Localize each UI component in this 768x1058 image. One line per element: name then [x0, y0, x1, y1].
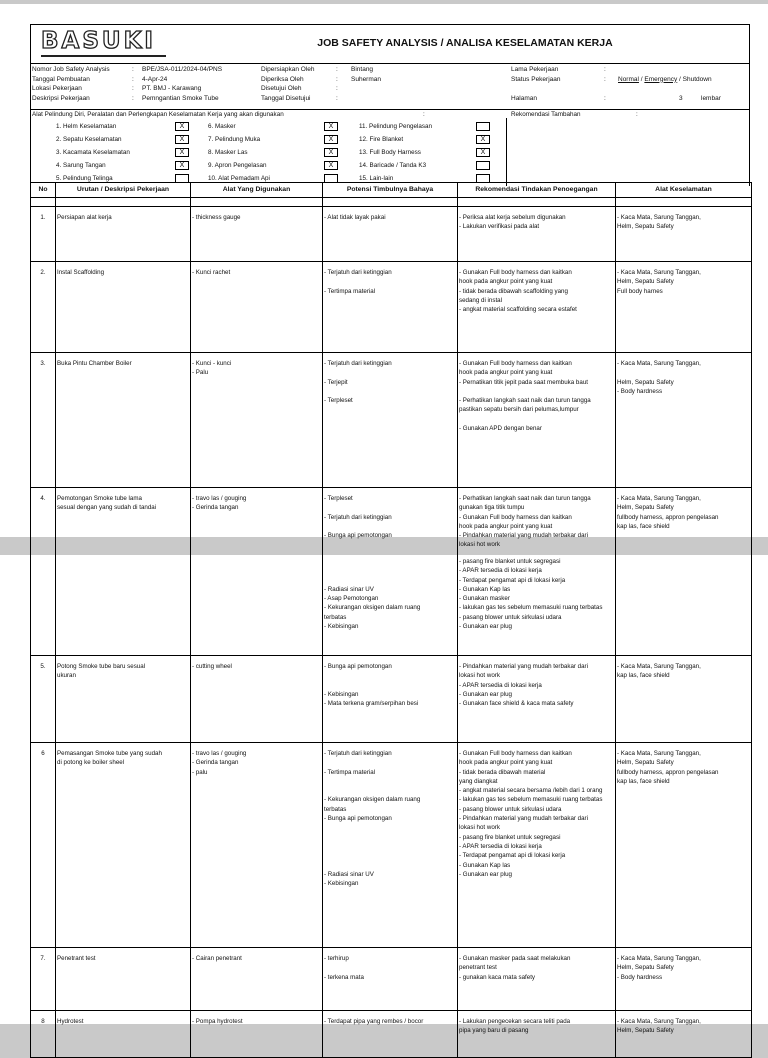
- safety-equipment-cell: [616, 353, 752, 488]
- info-label: Tanggal Pembuatan: [32, 75, 90, 83]
- cell-line: [324, 861, 457, 870]
- row-number: 5.: [31, 656, 56, 743]
- safety-equipment-cell: [616, 656, 752, 743]
- hazards-cell: [323, 1011, 458, 1058]
- ppe-checkbox: X: [175, 135, 189, 144]
- ppe-item: 14. Baricade / Tanda K3: [359, 162, 427, 169]
- ppe-item: 8. Masker Las: [208, 149, 248, 156]
- cell-line: [324, 277, 457, 286]
- cell-line: - tidak berada dibawah scaffolding yang: [459, 287, 568, 295]
- recommendations-cell: [458, 207, 616, 262]
- safety-equipment-cell: [616, 555, 752, 656]
- cell-line: - travo las / gouging: [192, 750, 247, 757]
- cell-line: - Body hardness: [617, 973, 663, 981]
- cell-line: - Periksa alat kerja sebelum digunakan: [459, 214, 566, 221]
- cell-line: [324, 842, 457, 851]
- cell-line: pastikan sepatu bersih dari pelumas,lumpur: [459, 406, 579, 414]
- logo-underline: [41, 55, 166, 57]
- cell-line: Potong Smoke tube baru sesual: [57, 663, 146, 670]
- ppe-checkbox: [476, 161, 490, 170]
- cell-line: - Gunakan ear plug: [459, 690, 512, 698]
- recommendations-cell: [458, 262, 616, 353]
- cell-line: Instal Scaffolding: [57, 269, 105, 276]
- hazards-cell: [323, 555, 458, 656]
- table-row: [31, 743, 752, 948]
- info-label: Lama Pekerjaan: [511, 66, 559, 73]
- cell-line: - Pompa hydrotest: [192, 1018, 243, 1025]
- cell-line: - lakukan gas tes sebelum memasuki ruang terbatas: [459, 604, 603, 612]
- ppe-title: Alat Pelindung Diri, Peralatan dan Perlengkapan Keselamatan Kerja yang akan digunakan: [32, 111, 284, 118]
- cell-line: - Gunakan ear plug: [459, 870, 512, 878]
- cell-line: - APAR tersedia di lokasi kerja: [459, 567, 542, 575]
- cell-line: - pasang fire blanket untuk segregasi: [459, 558, 561, 565]
- row-number: 6: [31, 743, 56, 948]
- cell-line: - terkena mata: [324, 973, 364, 981]
- ppe-checkbox: X: [476, 148, 490, 157]
- ppe-checkbox: X: [324, 161, 338, 170]
- jsa-number: BPE/JSA-011/2024-04/PNS: [142, 66, 223, 73]
- jsa-table-page-2: [30, 555, 752, 1058]
- company-logo: BASUKI: [41, 28, 156, 54]
- cell-line: Helm, Sepatu Safety: [617, 1027, 674, 1035]
- cell-line: - pasang fire blanket untuk segregasi: [459, 833, 561, 841]
- cell-line: Hydrotest: [57, 1018, 84, 1025]
- hazards-cell: [323, 353, 458, 488]
- cell-line: Persiapan alat kerja: [57, 214, 112, 221]
- ppe-checkbox: X: [324, 122, 338, 131]
- cell-line: - Gunakan masker pada saat melakukan: [459, 955, 571, 962]
- cell-line: - Kunci - kunci: [192, 360, 232, 367]
- task-cell: [56, 948, 191, 1011]
- cell-line: [324, 758, 457, 767]
- cell-line: - Bunga api pemotongan: [324, 532, 392, 540]
- table-row: [31, 948, 752, 1011]
- task-cell: [56, 207, 191, 262]
- table-row: [31, 353, 752, 488]
- table-header-row: [31, 183, 752, 198]
- info-colon: :: [132, 75, 134, 83]
- tools-cell: [191, 207, 323, 262]
- cell-line: - angkat material secara bersama /lebih dari 1 orang: [459, 787, 603, 795]
- cell-line: - Kaca Mata, Sarung Tanggan,: [617, 955, 701, 962]
- document-title: JOB SAFETY ANALYSIS / ANALISA KESELAMATAN KERJA: [317, 37, 613, 49]
- cell-line: - APAR tersedia di lokasi kerja: [459, 681, 542, 689]
- cell-line: - palu: [192, 768, 208, 776]
- info-colon: :: [604, 75, 606, 83]
- info-label: Diperiksa Oleh: [261, 75, 304, 83]
- cell-line: [324, 833, 457, 842]
- info-colon: :: [336, 85, 338, 92]
- cell-line: hook pada angkur point yang kuat: [459, 759, 553, 767]
- cell-line: Helm, Sepatu Safety: [617, 504, 674, 512]
- hazards-cell: [323, 656, 458, 743]
- status-emergency: Emergency: [644, 75, 678, 83]
- ppe-checkbox: X: [324, 135, 338, 144]
- cell-line: - Perhatikan langkah saat naik dan turun tangga: [459, 397, 591, 405]
- recommendations-cell: [458, 488, 616, 565]
- cell-line: - Perhatikan langkah saat naik dan turun tangga: [459, 495, 591, 502]
- jsa-table-page-1: [30, 182, 752, 565]
- cell-line: [324, 786, 457, 795]
- ppe-item: 7. Pelindung Muka: [208, 136, 261, 143]
- cell-line: lokasi hot work: [459, 824, 500, 832]
- info-label: Halaman: [511, 94, 538, 102]
- cell-line: - Pindahkan material yang mudah terbakar dari: [459, 815, 588, 823]
- info-colon: :: [336, 66, 338, 73]
- cell-line: - Terjatuh dari ketinggian: [324, 513, 392, 521]
- info-colon: :: [604, 66, 606, 73]
- ppe-checkbox: X: [476, 135, 490, 144]
- task-cell: [56, 743, 191, 948]
- cell-line: terbatas: [324, 613, 347, 621]
- cell-line: - Kaca Mata, Sarung Tanggan,: [617, 1018, 701, 1025]
- cell-line: - cutting wheel: [192, 663, 232, 670]
- ppe-checkbox: X: [175, 148, 189, 157]
- cell-line: Helm, Sepatu Safety: [617, 278, 674, 286]
- cell-line: [324, 576, 457, 585]
- col-header-safety-equipment: Alat Keselamatan: [616, 183, 752, 198]
- cell-line: Helm, Sepatu Safety: [617, 759, 674, 767]
- sheet-unit: lembar: [701, 94, 721, 102]
- info-colon: :: [336, 75, 338, 83]
- task-cell: [56, 353, 191, 488]
- status-separator: /: [638, 75, 645, 83]
- cell-line: sedang di instal: [459, 296, 502, 304]
- cell-line: [324, 823, 457, 832]
- work-location: PT. BMJ - Karawang: [142, 85, 202, 92]
- cell-line: [324, 681, 457, 690]
- ppe-checkbox: [476, 122, 490, 131]
- ppe-item: 15. Lain-lain: [359, 175, 394, 182]
- jsa-page-2: [0, 555, 768, 1035]
- safety-equipment-cell: [616, 1011, 752, 1058]
- cell-line: fullbody harness, appron pengelasan: [617, 768, 719, 776]
- cell-line: - Terdapat pengamat api di lokasi kerja: [459, 852, 566, 860]
- table-body-page-2: [31, 555, 752, 1058]
- cell-line: - thickness gauge: [192, 214, 241, 221]
- safety-equipment-cell: [616, 262, 752, 353]
- cell-line: - Kebisingan: [324, 880, 359, 888]
- cell-line: - Kunci rachet: [192, 269, 231, 276]
- tools-cell: [191, 656, 323, 743]
- ppe-item: 9. Apron Pengelasan: [208, 162, 267, 169]
- cell-line: Helm, Sepatu Safety: [617, 378, 674, 386]
- table-row: [31, 262, 752, 353]
- cell-line: - Kekurangan oksigen dalam ruang: [324, 796, 421, 804]
- cell-line: - Palu: [192, 369, 209, 377]
- safety-equipment-cell: [616, 488, 752, 565]
- ppe-item: 6. Masker: [208, 123, 236, 130]
- cell-line: [324, 777, 457, 786]
- info-right: [511, 65, 721, 103]
- table-row: [31, 488, 752, 565]
- row-number: 2.: [31, 262, 56, 353]
- cell-line: - Gunakan ear plug: [459, 623, 512, 631]
- cell-line: Helm, Sepatu Safety: [617, 964, 674, 972]
- ppe-item: 12. Fire Blanket: [359, 136, 404, 143]
- cell-line: - Alat tidak layak pakai: [324, 214, 386, 221]
- cell-line: - Gunakan Full body harness dan kaitkan: [459, 513, 572, 521]
- work-description: Pemngantian Smoke Tube: [142, 94, 219, 102]
- cell-line: Full body harnes: [617, 287, 663, 295]
- cell-line: - Mata terkena gram/serpihan besi: [324, 700, 419, 708]
- col-header-no: No: [31, 183, 56, 198]
- cell-line: yang diangkat: [459, 777, 498, 785]
- info-label: Tanggal Disetujui: [261, 94, 311, 102]
- task-cell: [56, 656, 191, 743]
- safety-equipment-cell: [616, 948, 752, 1011]
- recommendations-cell: [458, 743, 616, 948]
- ppe-item: 10. Alat Pemadam Api: [208, 175, 270, 182]
- table-row: [31, 1011, 752, 1058]
- cell-line: [324, 387, 457, 396]
- info-colon: :: [132, 85, 134, 92]
- cell-line: [459, 387, 615, 396]
- cell-line: [617, 368, 751, 377]
- cell-line: - Kaca Mata, Sarung Tanggan,: [617, 663, 701, 670]
- cell-line: penetrant test: [459, 964, 497, 972]
- row-number: 8: [31, 1011, 56, 1058]
- ppe-checkbox: X: [324, 148, 338, 157]
- row-number: 7.: [31, 948, 56, 1011]
- cell-line: - Gunakan Full body harness dan kaitkan: [459, 360, 572, 367]
- info-label: Status Pekerjaan: [511, 75, 561, 83]
- info-label: Disetujui Oleh: [261, 85, 302, 92]
- info-colon: :: [132, 66, 134, 73]
- cell-line: - Kaca Mata, Sarung Tanggan,: [617, 360, 701, 367]
- cell-line: - gunakan kaca mata safety: [459, 973, 536, 981]
- cell-line: - Kaca Mata, Sarung Tanggan,: [617, 269, 701, 276]
- info-label: Dipersiapkan Oleh: [261, 66, 315, 73]
- cell-line: hook pada angkur point yang kuat: [459, 522, 553, 530]
- cell-line: - Body hardness: [617, 387, 663, 395]
- cell-line: fullbody harness, appron pengelasan: [617, 513, 719, 521]
- info-left: [32, 65, 222, 103]
- task-cell: [56, 262, 191, 353]
- cell-line: ukuran: [57, 672, 76, 680]
- cell-line: [324, 557, 457, 566]
- safety-equipment-cell: [616, 743, 752, 948]
- hazards-cell: [323, 948, 458, 1011]
- tools-cell: [191, 353, 323, 488]
- cell-line: [324, 522, 457, 531]
- task-cell: [56, 1011, 191, 1058]
- creation-date: 4-Apr-24: [142, 75, 168, 83]
- info-colon: :: [604, 94, 606, 102]
- info-colon: :: [132, 94, 134, 102]
- cell-line: - Radiasi sinar UV: [324, 870, 374, 878]
- job-info-block: [30, 64, 750, 110]
- page-count: 3: [679, 94, 683, 102]
- row-number: [31, 555, 56, 656]
- info-label: Deskripsi Pekerjaan: [32, 94, 90, 102]
- cell-line: Penetrant test: [57, 955, 96, 962]
- safety-equipment-cell: [616, 207, 752, 262]
- cell-line: - terhirup: [324, 955, 349, 962]
- jsa-page-1: [0, 4, 768, 549]
- cell-line: - tidak berada dibawah material: [459, 768, 546, 776]
- tools-cell: [191, 743, 323, 948]
- cell-line: [324, 503, 457, 512]
- row-number: 4.: [31, 488, 56, 565]
- hazards-cell: [323, 207, 458, 262]
- cell-line: gunakan tiga titik tumpu: [459, 504, 525, 512]
- tools-cell: [191, 262, 323, 353]
- ppe-section: [30, 110, 750, 186]
- cell-line: - Kebisingan: [324, 690, 359, 698]
- cell-line: [459, 415, 615, 424]
- prepared-by: Bintang: [351, 66, 374, 73]
- recommendations-cell: [458, 353, 616, 488]
- recommendations-cell: [458, 948, 616, 1011]
- tools-cell: [191, 1011, 323, 1058]
- cell-line: - pasang blower untuk sirkulasi udara: [459, 613, 562, 621]
- table-row: [31, 207, 752, 262]
- ppe-item: 3. Kacamata Keselamatan: [56, 149, 130, 156]
- tools-cell: [191, 948, 323, 1011]
- cell-line: - Kaca Mata, Sarung Tanggan,: [617, 214, 701, 221]
- cell-line: - Terjepit: [324, 378, 348, 386]
- cell-line: - Tertimpa material: [324, 768, 376, 776]
- cell-line: Pemasangan Smoke tube yang sudah: [57, 750, 162, 757]
- cell-line: - Terjatuh dari ketinggian: [324, 269, 392, 276]
- table-row: [31, 656, 752, 743]
- task-cell: [56, 488, 191, 565]
- recommendation-colon: :: [636, 111, 638, 118]
- cell-line: - angkat material scaffolding secara estafet: [459, 306, 577, 314]
- ppe-item: 13. Full Body Harness: [359, 149, 421, 156]
- additional-recommendation-label: Rekomendasi Tambahan: [511, 111, 581, 118]
- cell-line: - Gerinda tangan: [192, 504, 239, 512]
- status-shutdown: / Shutdown: [677, 75, 712, 83]
- cell-line: - Kebisingan: [324, 623, 359, 631]
- cell-line: - Gunakan face shield & kaca mata safety: [459, 700, 574, 708]
- cell-line: - Asap Pemotongan: [324, 595, 379, 603]
- cell-line: - lakukan gas tes sebelum memasuki ruang terbatas: [459, 796, 603, 804]
- cell-line: - Gunakan APD dengan benar: [459, 425, 542, 433]
- cell-line: - pasang blower untuk sirkulasi udara: [459, 805, 562, 813]
- cell-line: Helm, Sepatu Safety: [617, 223, 674, 231]
- cell-line: - Pernatikan titik jepit pada saat membuka baut: [459, 378, 588, 386]
- cell-line: - Gunakan masker: [459, 595, 510, 603]
- cell-line: kap las, face shield: [617, 672, 670, 680]
- info-colon: :: [336, 94, 338, 102]
- task-cell: [56, 555, 191, 656]
- info-label: Nomor Job Safety Analysis: [32, 66, 110, 73]
- hazards-cell: [323, 488, 458, 565]
- cell-line: - APAR tersedia di lokasi kerja: [459, 842, 542, 850]
- row-number: 1.: [31, 207, 56, 262]
- cell-line: sesual dengan yang sudah di tandai: [57, 504, 157, 512]
- ppe-item: 11. Pelindung Pengelasan: [359, 123, 433, 130]
- cell-line: - Tertimpa material: [324, 287, 376, 295]
- ppe-item: 1. Helm Keselamatan: [56, 123, 117, 130]
- cell-line: [324, 851, 457, 860]
- recommendations-cell: [458, 555, 616, 656]
- checked-by: Suherman: [351, 75, 381, 83]
- col-header-recommendations: Rekomendasi Tindakan Penoegangan: [458, 183, 616, 198]
- ppe-item: 5. Pelindung Telinga: [56, 175, 113, 182]
- cell-line: - Terdapat pengamat api di lokasi kerja: [459, 576, 566, 584]
- cell-line: - Kekurangan oksigen dalam ruang: [324, 604, 421, 612]
- cell-line: kap las, face shield: [617, 522, 670, 530]
- cell-line: - Gerinda tangan: [192, 759, 239, 767]
- col-header-tools: Alat Yang Digunakan: [191, 183, 323, 198]
- status-normal: Normal: [618, 75, 639, 83]
- cell-line: - Kaca Mata, Sarung Tanggan,: [617, 750, 701, 757]
- ppe-item: 2. Sepatu Keselamatan: [56, 136, 122, 143]
- hazards-cell: [323, 743, 458, 948]
- ppe-checkbox: X: [175, 122, 189, 131]
- cell-line: terbatas: [324, 805, 347, 813]
- cell-line: - Terdapat pipa yang rembes / bocor: [324, 1018, 424, 1025]
- cell-line: - Gunakan Kap las: [459, 861, 511, 869]
- cell-line: - Terpleset: [324, 495, 353, 502]
- cell-line: [324, 671, 457, 680]
- cell-line: - travo las / gouging: [192, 495, 247, 502]
- cell-line: Pemotongan Smoke tube lama: [57, 495, 142, 502]
- cell-line: [324, 368, 457, 377]
- cell-line: - Pindahkan material yang mudah terbakar dari: [459, 663, 588, 670]
- info-label: Lokasi Pekerjaan: [32, 85, 82, 92]
- ppe-checkbox: X: [175, 161, 189, 170]
- cell-line: kap las, face shield: [617, 777, 670, 785]
- ppe-item: 4. Sarung Tangan: [56, 162, 106, 169]
- recommendations-cell: [458, 1011, 616, 1058]
- col-header-hazards: Potensi Timbulnya Bahaya: [323, 183, 458, 198]
- cell-line: - Bunga api pemotongan: [324, 663, 392, 670]
- tools-cell: [191, 488, 323, 565]
- cell-line: lokasi hot work: [459, 672, 500, 680]
- hazards-cell: [323, 262, 458, 353]
- cell-line: hook pada angkur point yang kuat: [459, 278, 553, 286]
- table-row: [31, 555, 752, 656]
- cell-line: di potong ke boiler sheel: [57, 759, 125, 767]
- table-body-page-1: [31, 198, 752, 565]
- cell-line: lokasi hot work: [459, 541, 500, 549]
- cell-line: - Terjatuh dari ketinggian: [324, 750, 392, 757]
- cell-line: - Gunakan Full body harness dan kaitkan: [459, 269, 572, 276]
- cell-line: - Gunakan Full body harness dan kaitkan: [459, 750, 572, 757]
- ppe-colon: :: [423, 111, 425, 118]
- cell-line: [324, 963, 457, 972]
- recommendations-cell: [458, 656, 616, 743]
- cell-line: pipa yang baru di pasang: [459, 1027, 529, 1035]
- cell-line: - Kaca Mata, Sarung Tanggan,: [617, 495, 701, 502]
- col-header-task: Urutan / Deskripsi Pekerjaan: [56, 183, 191, 198]
- cell-line: hook pada angkur point yang kuat: [459, 369, 553, 377]
- ppe-divider: [506, 118, 507, 186]
- cell-line: - Cairan penetrant: [192, 955, 242, 962]
- document-header: [30, 24, 750, 64]
- cell-line: - Radiasi sinar UV: [324, 585, 374, 593]
- tools-cell: [191, 555, 323, 656]
- cell-line: - Lakukan verifikasi pada alat: [459, 223, 540, 231]
- cell-line: - Gunakan Kap las: [459, 585, 511, 593]
- cell-line: [324, 566, 457, 575]
- cell-line: - Terpleset: [324, 397, 353, 405]
- cell-line: Buka Pintu Chamber Boiler: [57, 360, 132, 367]
- info-mid: [261, 65, 381, 103]
- cell-line: - Pindahkan material yang mudah terbakar dari: [459, 532, 588, 540]
- cell-line: - Lakukan pengecekan secara teliti pada: [459, 1018, 571, 1025]
- row-number: 3.: [31, 353, 56, 488]
- cell-line: - Terjatuh dari ketinggian: [324, 360, 392, 367]
- cell-line: - Bunga api pemotongan: [324, 815, 392, 823]
